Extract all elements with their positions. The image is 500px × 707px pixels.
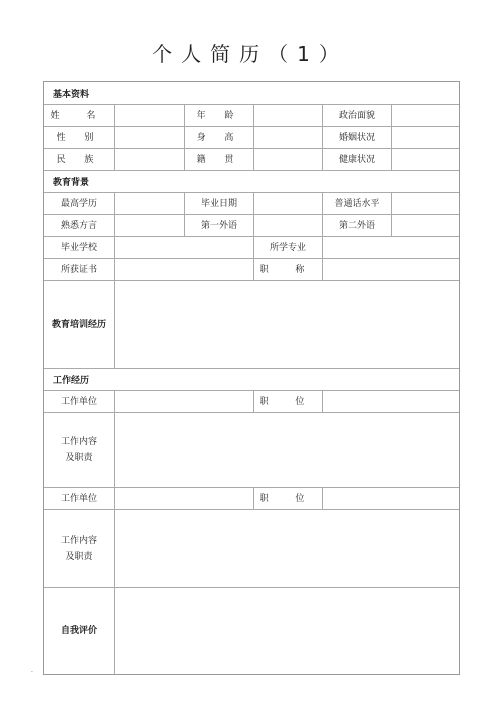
value-marital-status[interactable]	[391, 127, 459, 148]
label-dialect: 熟悉方言	[60, 220, 97, 231]
value-gender[interactable]	[114, 127, 184, 148]
table-row	[44, 236, 459, 258]
value-political-status[interactable]	[391, 105, 459, 126]
value-age[interactable]	[253, 105, 322, 126]
value-highest-degree[interactable]	[114, 193, 184, 214]
value-major[interactable]	[322, 237, 459, 258]
label-political-status: 政治面貌	[322, 105, 391, 126]
label-height: 身 高	[184, 127, 253, 148]
value-health[interactable]	[391, 149, 459, 170]
label-major: 所学专业	[253, 237, 322, 258]
value-graduation-date[interactable]	[253, 193, 322, 214]
page-title: 个人简历（1）	[152, 42, 348, 66]
value-self-evaluation[interactable]	[114, 588, 459, 674]
table-row	[44, 258, 459, 280]
label-certificates: 所获证书	[60, 264, 97, 275]
value-job-duties[interactable]	[114, 510, 459, 587]
label-native-place: 籍 贯	[184, 149, 253, 170]
resume-form	[43, 81, 460, 675]
value-dialect[interactable]	[114, 215, 184, 236]
label-training-history: 教育培训经历	[51, 319, 106, 330]
value-second-language[interactable]	[391, 215, 459, 236]
table-row	[44, 214, 459, 236]
value-work-unit[interactable]	[114, 488, 253, 509]
label-position: 职 位	[253, 488, 322, 509]
label-self-evaluation: 自我评价	[60, 626, 97, 636]
label-highest-degree: 最高学历	[60, 198, 97, 209]
value-native-place[interactable]	[253, 149, 322, 170]
table-row	[44, 104, 459, 126]
label-job-duties: 工作内容 及职责	[60, 437, 97, 463]
label-job-duties: 工作内容 及职责	[60, 535, 97, 562]
section-basic: 基本资料	[53, 89, 90, 100]
value-name[interactable]	[114, 105, 184, 126]
value-ethnicity[interactable]	[114, 149, 184, 170]
table-row	[44, 280, 459, 368]
value-training-history[interactable]	[114, 281, 459, 368]
table-row	[44, 148, 459, 170]
label-work-unit: 工作单位	[60, 396, 97, 407]
section-education: 教育背景	[44, 170, 459, 192]
label-marital-status: 婚姻状况	[322, 127, 391, 148]
table-row	[44, 487, 459, 509]
label-gender: 性 别	[56, 132, 102, 143]
value-position[interactable]	[322, 391, 459, 412]
label-first-language: 第一外语	[184, 215, 253, 236]
table-row	[44, 509, 459, 587]
label-health: 健康状况	[322, 149, 391, 170]
label-graduation-date: 毕业日期	[184, 193, 253, 214]
label-mandarin-level: 普通话水平	[322, 193, 391, 214]
label-age: 年 龄	[184, 105, 253, 126]
value-work-unit[interactable]	[114, 391, 253, 412]
label-position: 职 位	[253, 391, 322, 412]
label-ethnicity: 民 族	[56, 154, 102, 165]
table-row	[44, 587, 459, 674]
label-school: 毕业学校	[60, 242, 97, 253]
value-height[interactable]	[253, 127, 322, 148]
label-professional-title: 职 称	[253, 259, 322, 280]
table-row	[44, 412, 459, 487]
label-work-unit: 工作单位	[60, 493, 97, 504]
value-school[interactable]	[114, 237, 253, 258]
value-first-language[interactable]	[253, 215, 322, 236]
table-row	[44, 126, 459, 148]
value-mandarin-level[interactable]	[391, 193, 459, 214]
footer-mark: .	[31, 667, 33, 674]
section-work: 工作经历	[44, 368, 459, 390]
label-name: 姓 名	[50, 110, 108, 121]
value-professional-title[interactable]	[322, 259, 459, 280]
table-row	[44, 390, 459, 412]
table-row	[44, 192, 459, 214]
value-certificates[interactable]	[114, 259, 253, 280]
label-second-language: 第二外语	[322, 215, 391, 236]
value-position[interactable]	[322, 488, 459, 509]
value-job-duties[interactable]	[114, 413, 459, 487]
